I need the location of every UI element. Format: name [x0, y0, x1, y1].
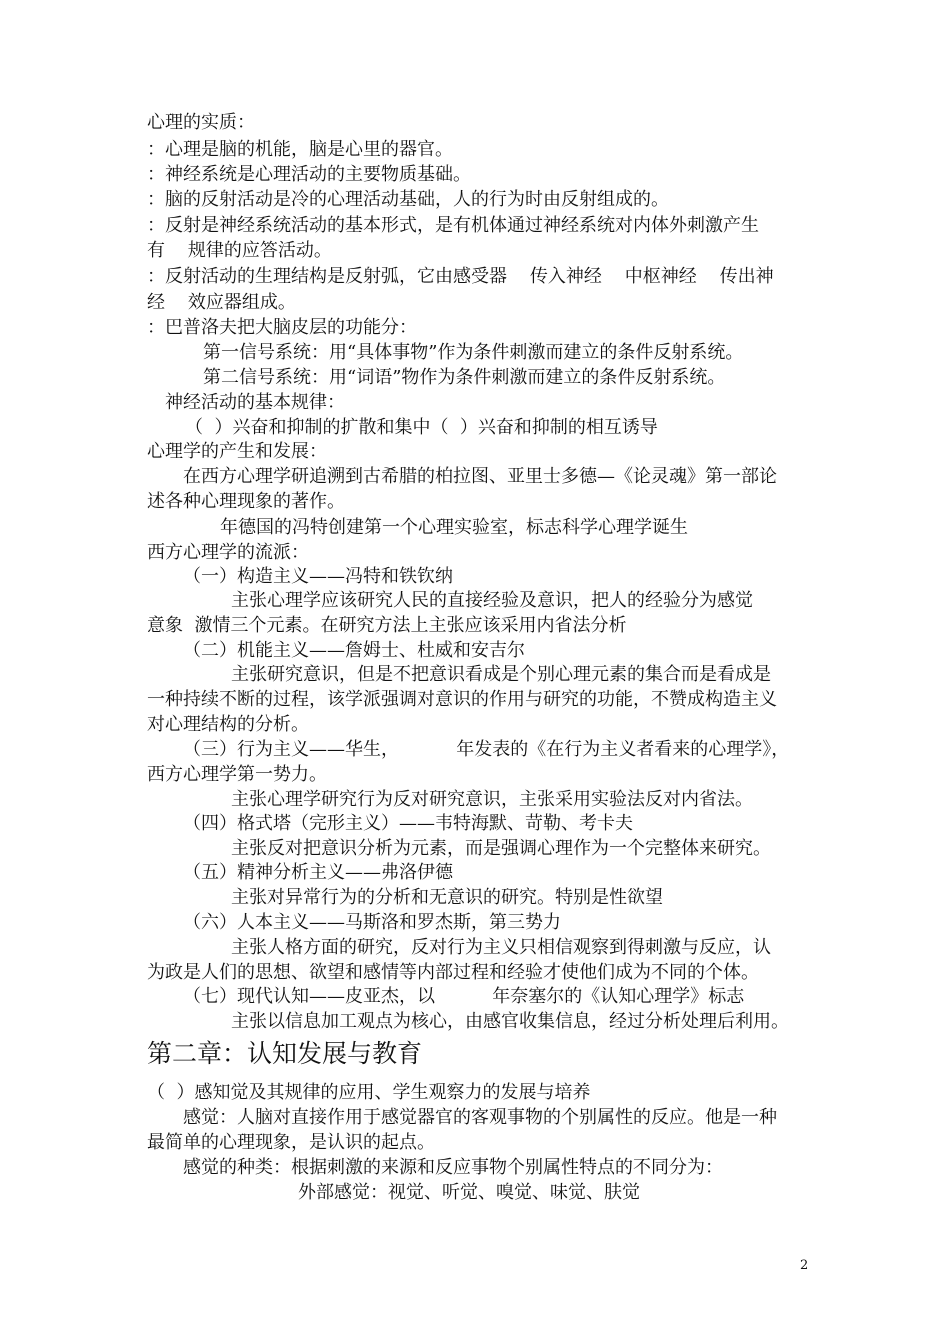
text-line: 第二信号系统：用“词语”物作为条件刺激而建立的条件反射系统。 — [203, 367, 726, 388]
text-line: （五）精神分析主义——弗洛伊德 — [183, 862, 453, 883]
text-line: ：反射是神经系统活动的基本形式，是有机体通过神经系统对内体外刺激产生 — [147, 215, 759, 236]
text-line: ：脑的反射活动是冷的心理活动基础，人的行为时由反射组成的。 — [147, 189, 669, 210]
text-line: 述各种心理现象的著作。 — [147, 491, 345, 512]
text-line: （ ）感知觉及其规律的应用、学生观察力的发展与培养 — [147, 1082, 591, 1103]
text-line: 一种持续不断的过程，该学派强调对意识的作用与研究的功能，不赞成构造主义 — [147, 689, 777, 710]
text-line: 主张研究意识，但是不把意识看成是个别心理元素的集合而是看成是 — [231, 664, 771, 685]
text-line: 意象 激情三个元素。在研究方法上主张应该采用内省法分析 — [147, 615, 627, 636]
text-line: （四）格式塔（完形主义）——韦特海默、苛勒、考卡夫 — [183, 813, 633, 834]
text-line: 主张心理学研究行为反对研究意识，主张采用实验法反对内省法。 — [231, 789, 753, 810]
text-line: 有 规律的应答活动。 — [147, 240, 332, 261]
text-line: 第一信号系统：用“具体事物”作为条件刺激而建立的条件反射系统。 — [203, 342, 744, 363]
text-line: 主张以信息加工观点为核心，由感官收集信息，经过分析处理后利用。 — [231, 1011, 789, 1032]
text-line: （三）行为主义——华生， 年发表的《在行为主义者看来的心理学》， — [183, 739, 790, 760]
text-line: 西方心理学第一势力。 — [147, 764, 327, 785]
text-line: 主张人格方面的研究，反对行为主义只相信观察到得刺激与反应，认 — [231, 937, 771, 958]
page-number: 2 — [800, 1258, 809, 1273]
text-line: 西方心理学的流派： — [147, 542, 309, 563]
chapter-heading: 第二章：认知发展与教育 — [147, 1039, 423, 1068]
text-line: 年德国的冯特创建第一个心理实验室，标志科学心理学诞生 — [220, 517, 688, 538]
text-line: （一）构造主义——冯特和铁钦纳 — [183, 566, 453, 587]
text-line: （ ）兴奋和抑制的扩散和集中（ ）兴奋和抑制的相互诱导 — [185, 417, 658, 438]
text-line: （七）现代认知——皮亚杰，以 年奈塞尔的《认知心理学》标志 — [183, 986, 745, 1007]
text-line: 主张反对把意识分析为元素，而是强调心理作为一个完整体来研究。 — [231, 838, 771, 859]
text-line: 主张心理学应该研究人民的直接经验及意识，把人的经验分为感觉 — [231, 590, 753, 611]
text-line: 为政是人们的思想、欲望和感情等内部过程和经验才使他们成为不同的个体。 — [147, 962, 759, 983]
text-line: ：巴普洛夫把大脑皮层的功能分： — [147, 317, 417, 338]
text-line: 经 效应器组成。 — [147, 292, 296, 313]
text-line: 对心理结构的分析。 — [147, 714, 309, 735]
text-line: 在西方心理学研追溯到古希腊的柏拉图、亚里士多德—《论灵魂》第一部论 — [183, 466, 777, 487]
text-line: 主张对异常行为的分析和无意识的研究。特别是性欲望 — [231, 887, 663, 908]
text-line: 感觉的种类：根据刺激的来源和反应事物个别属性特点的不同分为： — [183, 1157, 723, 1178]
text-line: ：心理是脑的机能，脑是心里的器官。 — [147, 139, 453, 160]
text-line: 最简单的心理现象，是认识的起点。 — [147, 1132, 435, 1153]
text-line: （六）人本主义——马斯洛和罗杰斯，第三势力 — [183, 912, 561, 933]
text-line: ：神经系统是心理活动的主要物质基础。 — [147, 164, 471, 185]
text-line: （二）机能主义——詹姆士、杜威和安吉尔 — [183, 640, 525, 661]
text-line: 心理的实质： — [147, 112, 255, 133]
text-line: 神经活动的基本规律： — [165, 392, 345, 413]
text-line: 外部感觉：视觉、听觉、嗅觉、味觉、肤觉 — [298, 1182, 640, 1203]
text-line: 感觉：人脑对直接作用于感觉器官的客观事物的个别属性的反应。他是一种 — [183, 1107, 777, 1128]
text-line: 心理学的产生和发展： — [147, 441, 327, 462]
text-line: ：反射活动的生理结构是反射弧，它由感受器 传入神经 中枢神经 传出神 — [147, 266, 774, 287]
